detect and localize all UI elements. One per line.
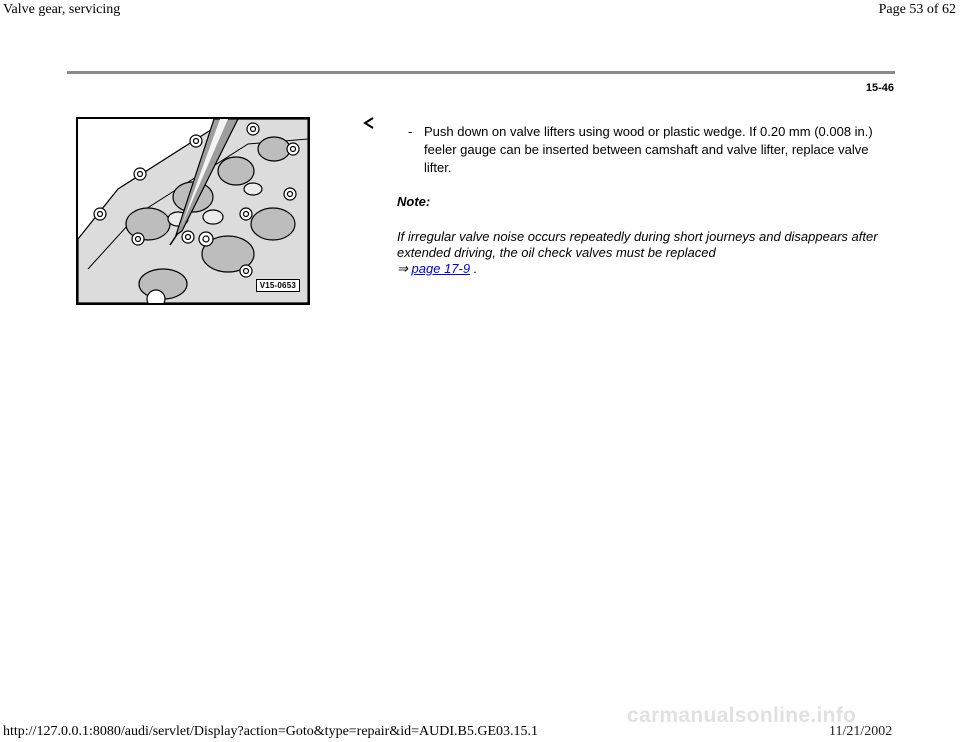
note-text: If irregular valve noise occurs repeatedly during short journeys and disappears after extended driving, the oil check valves must be replaced (397, 229, 878, 260)
header-rule (67, 71, 895, 74)
page-counter: Page 53 of 62 (878, 2, 956, 17)
note-suffix: . (470, 261, 478, 276)
step-text: Push down on valve lifters using wood or plastic wedge. If 0.20 mm (0.008 in.) feeler gauge can be inserted between camshaft and valve lifter, replace valve lifter. (424, 124, 873, 175)
figure-label: V15-0653 (256, 279, 300, 292)
footer-url: http://127.0.0.1:8080/audi/servlet/Display?action=Goto&type=repair&id=AUDI.B5.GE03.15.1 (3, 724, 538, 739)
step-bullet: - (408, 124, 413, 139)
procedure-step (408, 123, 888, 177)
arrow-left-icon (363, 117, 375, 129)
section-page-number: 15-46 (865, 82, 894, 94)
engine-illustration (76, 117, 310, 305)
note-heading: Note: (397, 194, 431, 209)
footer-date: 11/21/2002 (829, 724, 893, 739)
page-reference-link[interactable]: page 17-9 (411, 261, 471, 276)
document-title: Valve gear, servicing (3, 2, 121, 17)
note-body (397, 229, 889, 277)
link-arrow-icon: ⇒ (397, 261, 408, 276)
valve-lifter-drawing (78, 119, 308, 303)
watermark: carmanualsonline.info (627, 704, 857, 727)
